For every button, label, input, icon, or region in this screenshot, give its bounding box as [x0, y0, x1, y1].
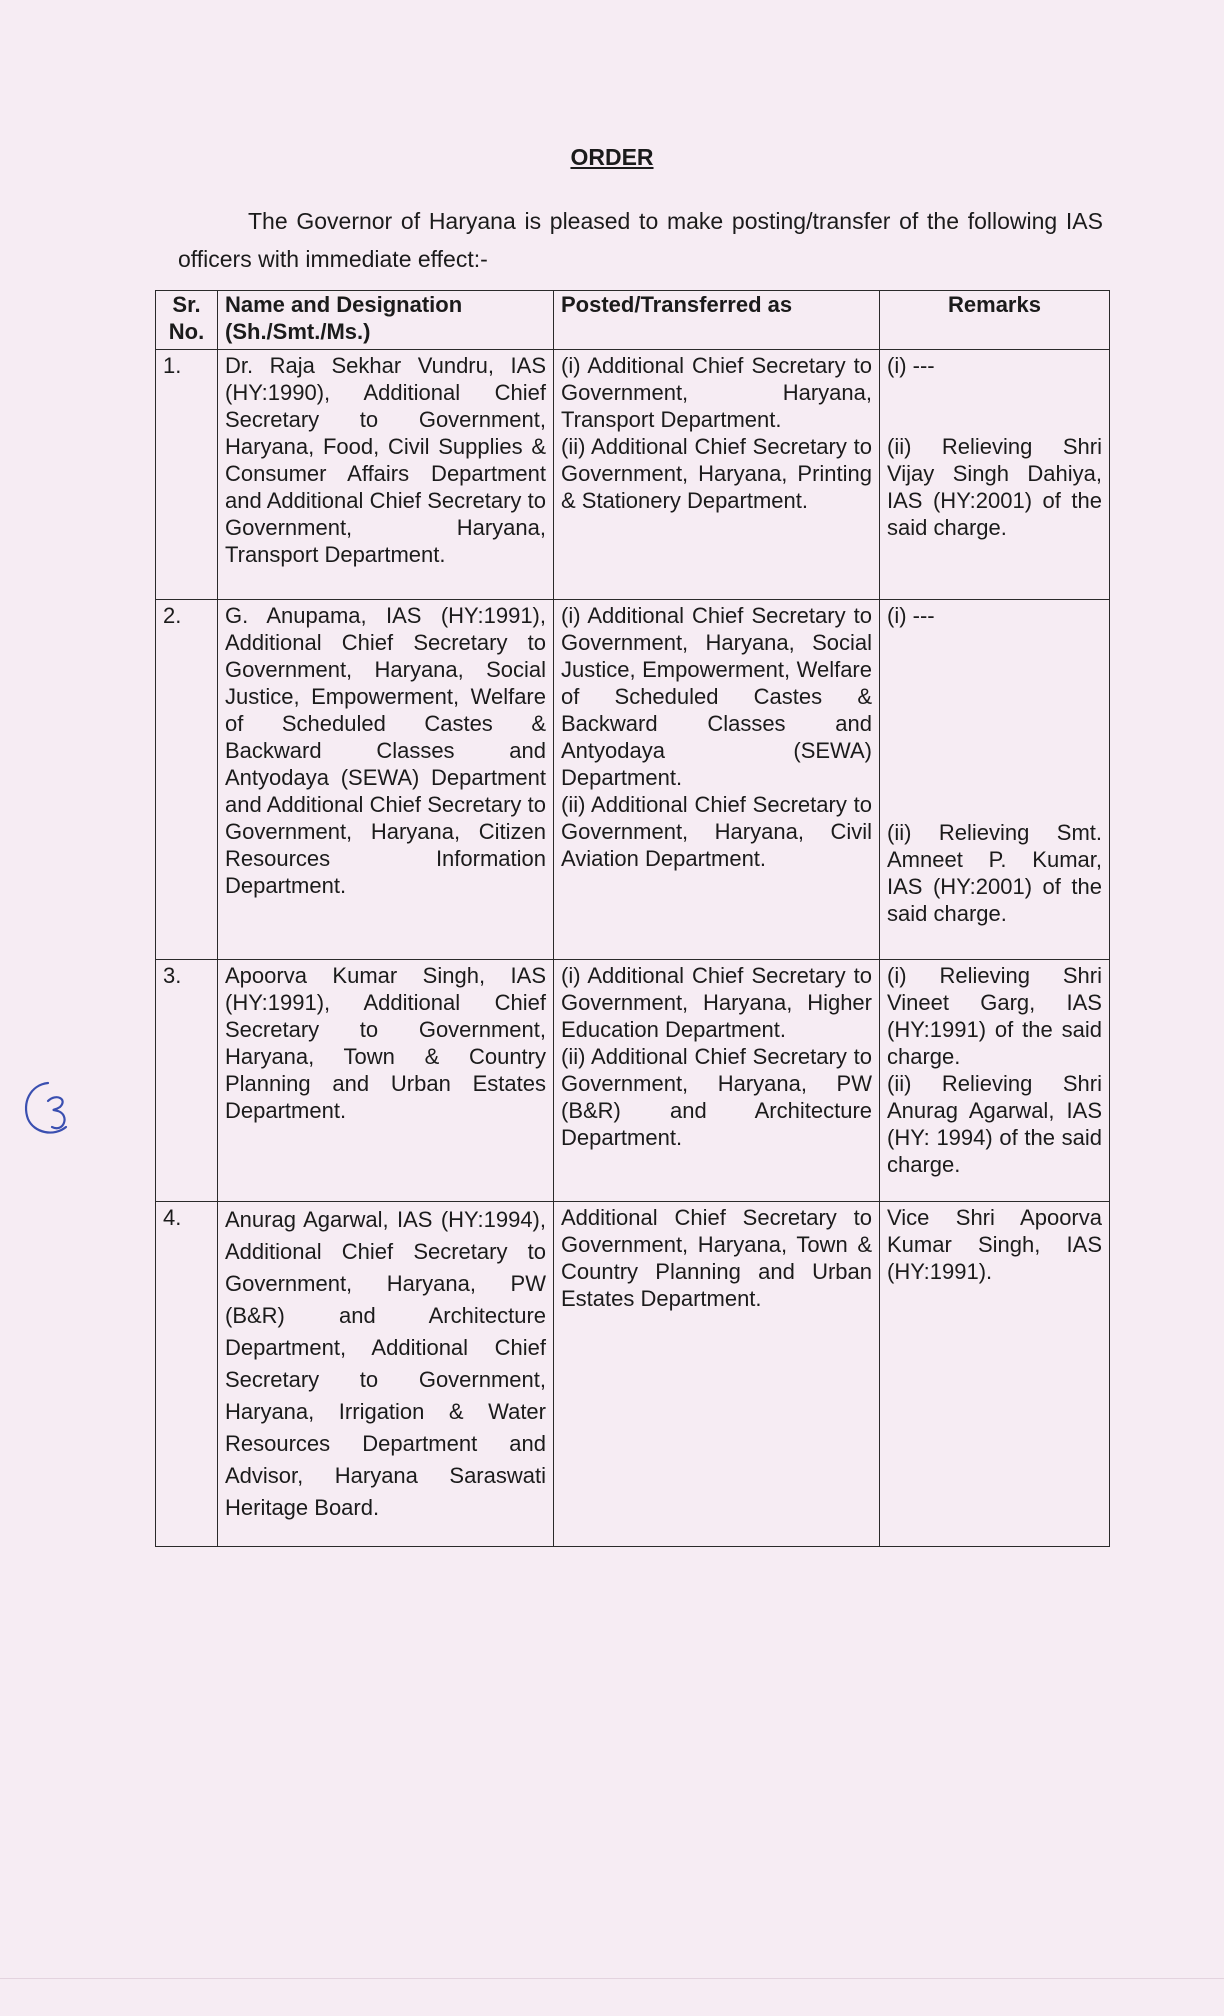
- row-remarks-cell: [880, 350, 1110, 600]
- row-remarks-cell: [880, 600, 1110, 960]
- posting-table: [155, 290, 1110, 1547]
- page-edge-line: [0, 1978, 1224, 1979]
- remark-entry: (ii) Relieving Smt. Amneet P. Kumar, IAS (HY:2001) of the said charge.: [887, 820, 1102, 926]
- header-remarks: Remarks: [880, 291, 1110, 350]
- row-name-designation: G. Anupama, IAS (HY:1991), Additional Chief Secretary to Government, Haryana, Social Justice, Empowerment, Welfare of Scheduled Castes & Backward Classes and Antyodaya (SEWA) Department and Additional Chief Secretary to Government, Haryana, Citizen Resources Information Department.: [218, 600, 554, 960]
- row-name-designation: Anurag Agarwal, IAS (HY:1994), Additional Chief Secretary to Government, Haryana, PW (B&R) and Architecture Department, Additional Chief Secretary to Government, Haryana, Irrigation & Water Resources Department and Advisor, Haryana Saraswati Heritage Board.: [218, 1202, 554, 1547]
- posted-entry: (i) Additional Chief Secretary to Government, Haryana, Higher Education Department.: [561, 963, 872, 1042]
- row-posted-cell: [554, 1202, 880, 1547]
- table-header-row: [156, 291, 1110, 350]
- posted-entry: (ii) Additional Chief Secretary to Government, Haryana, PW (B&R) and Architecture Department.: [561, 1044, 872, 1150]
- row-posted-cell: [554, 960, 880, 1202]
- order-intro: The Governor of Haryana is pleased to make posting/transfer of the following IAS officers with immediate effect:-: [178, 208, 1103, 272]
- row-sr-no: 4.: [156, 1202, 218, 1547]
- row-sr-no: 2.: [156, 600, 218, 960]
- row-sr-no: 1.: [156, 350, 218, 600]
- row-remarks-cell: [880, 960, 1110, 1202]
- header-name-designation: Name and Designation (Sh./Smt./Ms.): [218, 291, 554, 350]
- handwritten-mark-icon: [18, 1075, 84, 1141]
- remark-entry: (i) Relieving Shri Vineet Garg, IAS (HY:1991) of the said charge.: [887, 963, 1102, 1069]
- table-row: [156, 350, 1110, 600]
- remark-entry: (ii) Relieving Shri Vijay Singh Dahiya, IAS (HY:2001) of the said charge.: [887, 434, 1102, 540]
- remark-entry: (i) ---: [887, 353, 935, 378]
- order-heading: ORDER: [570, 144, 654, 170]
- row-posted-cell: [554, 350, 880, 600]
- row-name-designation: Apoorva Kumar Singh, IAS (HY:1991), Additional Chief Secretary to Government, Haryana, Town & Country Planning and Urban Estates Department.: [218, 960, 554, 1202]
- header-sr-no: Sr. No.: [156, 291, 218, 350]
- posted-entry: (i) Additional Chief Secretary to Government, Haryana, Transport Department.: [561, 353, 872, 432]
- posted-entry: (ii) Additional Chief Secretary to Government, Haryana, Civil Aviation Department.: [561, 792, 872, 871]
- row-remarks-cell: [880, 1202, 1110, 1547]
- table-row: [156, 600, 1110, 960]
- remark-entry: (ii) Relieving Shri Anurag Agarwal, IAS (HY: 1994) of the said charge.: [887, 1071, 1102, 1177]
- posted-entry: (ii) Additional Chief Secretary to Government, Haryana, Printing & Stationery Department.: [561, 434, 872, 513]
- remark-entry: Vice Shri Apoorva Kumar Singh, IAS (HY:1991).: [887, 1205, 1102, 1284]
- table-row: [156, 1202, 1110, 1547]
- posted-entry: (i) Additional Chief Secretary to Government, Haryana, Social Justice, Empowerment, Welfare of Scheduled Castes & Backward Classes and Antyodaya (SEWA) Department.: [561, 603, 872, 790]
- row-posted-cell: [554, 600, 880, 960]
- remark-entry: (i) ---: [887, 603, 935, 628]
- posted-entry: Additional Chief Secretary to Government, Haryana, Town & Country Planning and Urban Estates Department.: [561, 1205, 872, 1311]
- header-posted-transferred: Posted/Transferred as: [554, 291, 880, 350]
- row-name-designation: Dr. Raja Sekhar Vundru, IAS (HY:1990), Additional Chief Secretary to Government, Haryana, Food, Civil Supplies & Consumer Affairs Department and Additional Chief Secretary to Government, Haryana, Transport Department.: [218, 350, 554, 600]
- row-sr-no: 3.: [156, 960, 218, 1202]
- table-row: [156, 960, 1110, 1202]
